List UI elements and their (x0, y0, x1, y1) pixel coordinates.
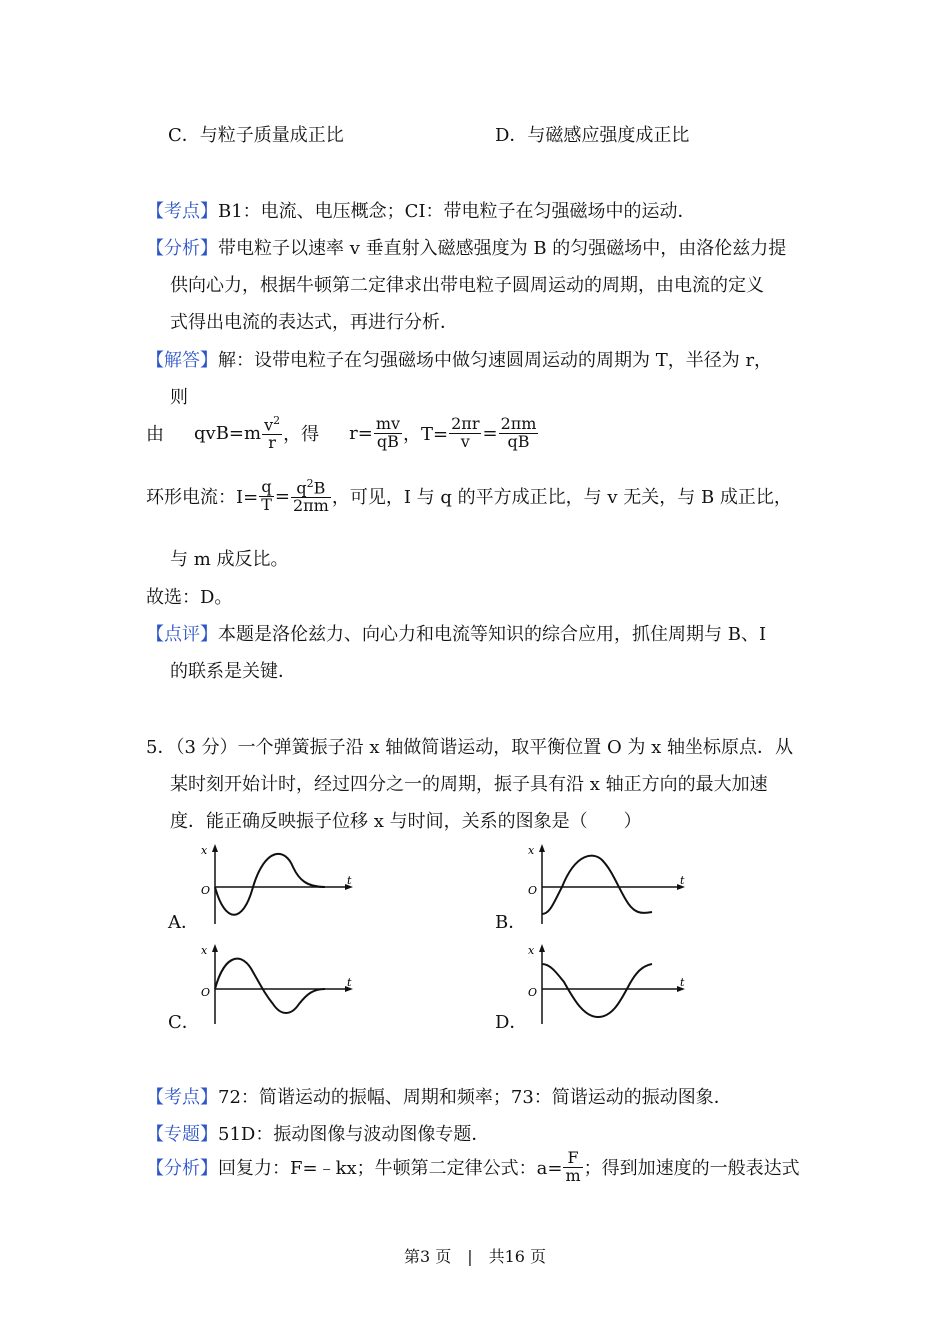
fenxi-tag: 【分析】 (146, 238, 218, 259)
frac-f-m: $\frac{F}{m}$ (565, 1148, 581, 1185)
frac-v2-r: $\frac{v^2}{r}$ (264, 414, 281, 453)
q5-kaodian-line (146, 1083, 732, 1109)
eq-req: r= (349, 422, 373, 444)
kaodian-text: B1：电流、电压概念；CI：带电粒子在匀强磁场中的运动． (218, 201, 696, 222)
graph-a-axis-t: t (347, 874, 352, 887)
graph-b-axis-t: t (680, 874, 685, 887)
option-c-top: C．与粒子质量成正比 (168, 125, 344, 146)
graph-c (195, 942, 355, 1032)
graph-b-origin: O (528, 884, 538, 897)
kaodian-line (146, 197, 696, 223)
dianping-text-1: 本题是洛伦兹力、向心力和电流等知识的综合应用，抓住周期与 B、I (218, 624, 767, 645)
q5-fenxi-text-a: 回复力：F=﹣kx；牛顿第二定律公式：a= (218, 1158, 563, 1180)
equation-line (146, 415, 539, 452)
graph-c-origin: O (201, 986, 211, 999)
q5-zhuanti-line (146, 1120, 489, 1146)
frac-mv-qb: $\frac{mv}{qB}$ (375, 414, 401, 451)
graph-d-origin: O (528, 986, 538, 999)
graph-d (522, 942, 692, 1032)
option-c-label: C． (168, 1012, 200, 1033)
eq-teq: ，T= (403, 424, 449, 446)
graph-d-axis-x: x (528, 944, 535, 957)
q5-kaodian-text: 72：简谐运动的振幅、周期和频率；73：简谐运动的振动图象． (218, 1087, 732, 1108)
frac-2pim-qb: $\frac{2\pi m}{qB}$ (500, 414, 537, 451)
fenxi-text-2: 供向心力，根据牛顿第二定律求出带电粒子圆周运动的周期，由电流的定义 (170, 275, 764, 296)
q5-kaodian-tag: 【考点】 (146, 1087, 218, 1108)
ring-line-2: 与 m 成反比。 (170, 549, 289, 570)
fenxi-text-1: 带电粒子以速率 v 垂直射入磁感强度为 B 的匀强磁场中，由洛伦兹力提 (218, 238, 787, 259)
graph-c-axis-x: x (201, 944, 208, 957)
page-footer: 第3 页 | 共16 页 (403, 1247, 547, 1266)
graph-b (522, 842, 692, 932)
frac-q-t: $\frac{q}{T}$ (261, 477, 272, 514)
option-a-label: A． (168, 912, 199, 933)
q5-zhuanti-text: 51D：振动图像与波动图像专题． (218, 1124, 490, 1145)
q5-stem-1: 5．（3 分）一个弹簧振子沿 x 轴做简谐运动，取平衡位置 O 为 x 轴坐标原点．从 (146, 737, 794, 758)
ring-current-line (146, 478, 792, 515)
option-d-top: D．与磁感应强度成正比 (495, 125, 690, 146)
kaodian-tag: 【考点】 (146, 201, 218, 222)
frac-q2b-2pim: $\frac{q^2B}{2\pi m}$ (292, 477, 329, 516)
eq-you: 由 (146, 424, 164, 446)
graph-a-origin: O (201, 884, 211, 897)
dianping-line-1 (146, 620, 766, 646)
q5-stem-2: 某时刻开始计时，经过四分之一的周期，振子具有沿 x 轴正方向的最大加速 (170, 774, 768, 795)
q5-fenxi-line (146, 1150, 800, 1185)
dianping-tag: 【点评】 (146, 624, 218, 645)
dianping-text-2: 的联系是关键． (170, 661, 296, 682)
ring-eq: = (274, 485, 290, 507)
q5-fenxi-tag: 【分析】 (146, 1158, 218, 1180)
option-d-label: D． (495, 1012, 528, 1033)
q5-stem-3: 度．能正确反映振子位移 x 与时间，关系的图象是（ ） (170, 811, 642, 832)
fenxi-line-1 (146, 234, 786, 260)
jieda-tag: 【解答】 (146, 350, 218, 371)
eq-de: ，得 (283, 424, 320, 446)
ring-label: 环形电流：I= (146, 487, 259, 509)
ring-rest: ，可见，I 与 q 的平方成正比，与 v 无关，与 B 成正比， (331, 487, 792, 509)
jieda-text-1: 解：设带电粒子在匀强磁场中做匀速圆周运动的周期为 T，半径为 r， (218, 350, 773, 371)
q5-zhuanti-tag: 【专题】 (146, 1124, 218, 1145)
option-b-label: B． (495, 912, 527, 933)
eq-equals: = (482, 422, 498, 444)
jieda-text-2: 则 (170, 387, 188, 408)
jieda-line-1 (146, 346, 772, 372)
q5-fenxi-text-b: ；得到加速度的一般表达式 (583, 1158, 800, 1180)
eq-qvb: qvB=m (194, 422, 262, 444)
graph-d-axis-t: t (680, 976, 685, 989)
fenxi-text-3: 式得出电流的表达式，再进行分析． (170, 312, 458, 333)
graph-b-axis-x: x (528, 844, 535, 857)
graph-a-axis-x: x (201, 844, 208, 857)
graph-c-axis-t: t (347, 976, 352, 989)
guxuan: 故选：D。 (146, 587, 233, 608)
graph-a (195, 842, 355, 932)
frac-2pir-v: $\frac{2\pi r}{v}$ (451, 414, 480, 451)
